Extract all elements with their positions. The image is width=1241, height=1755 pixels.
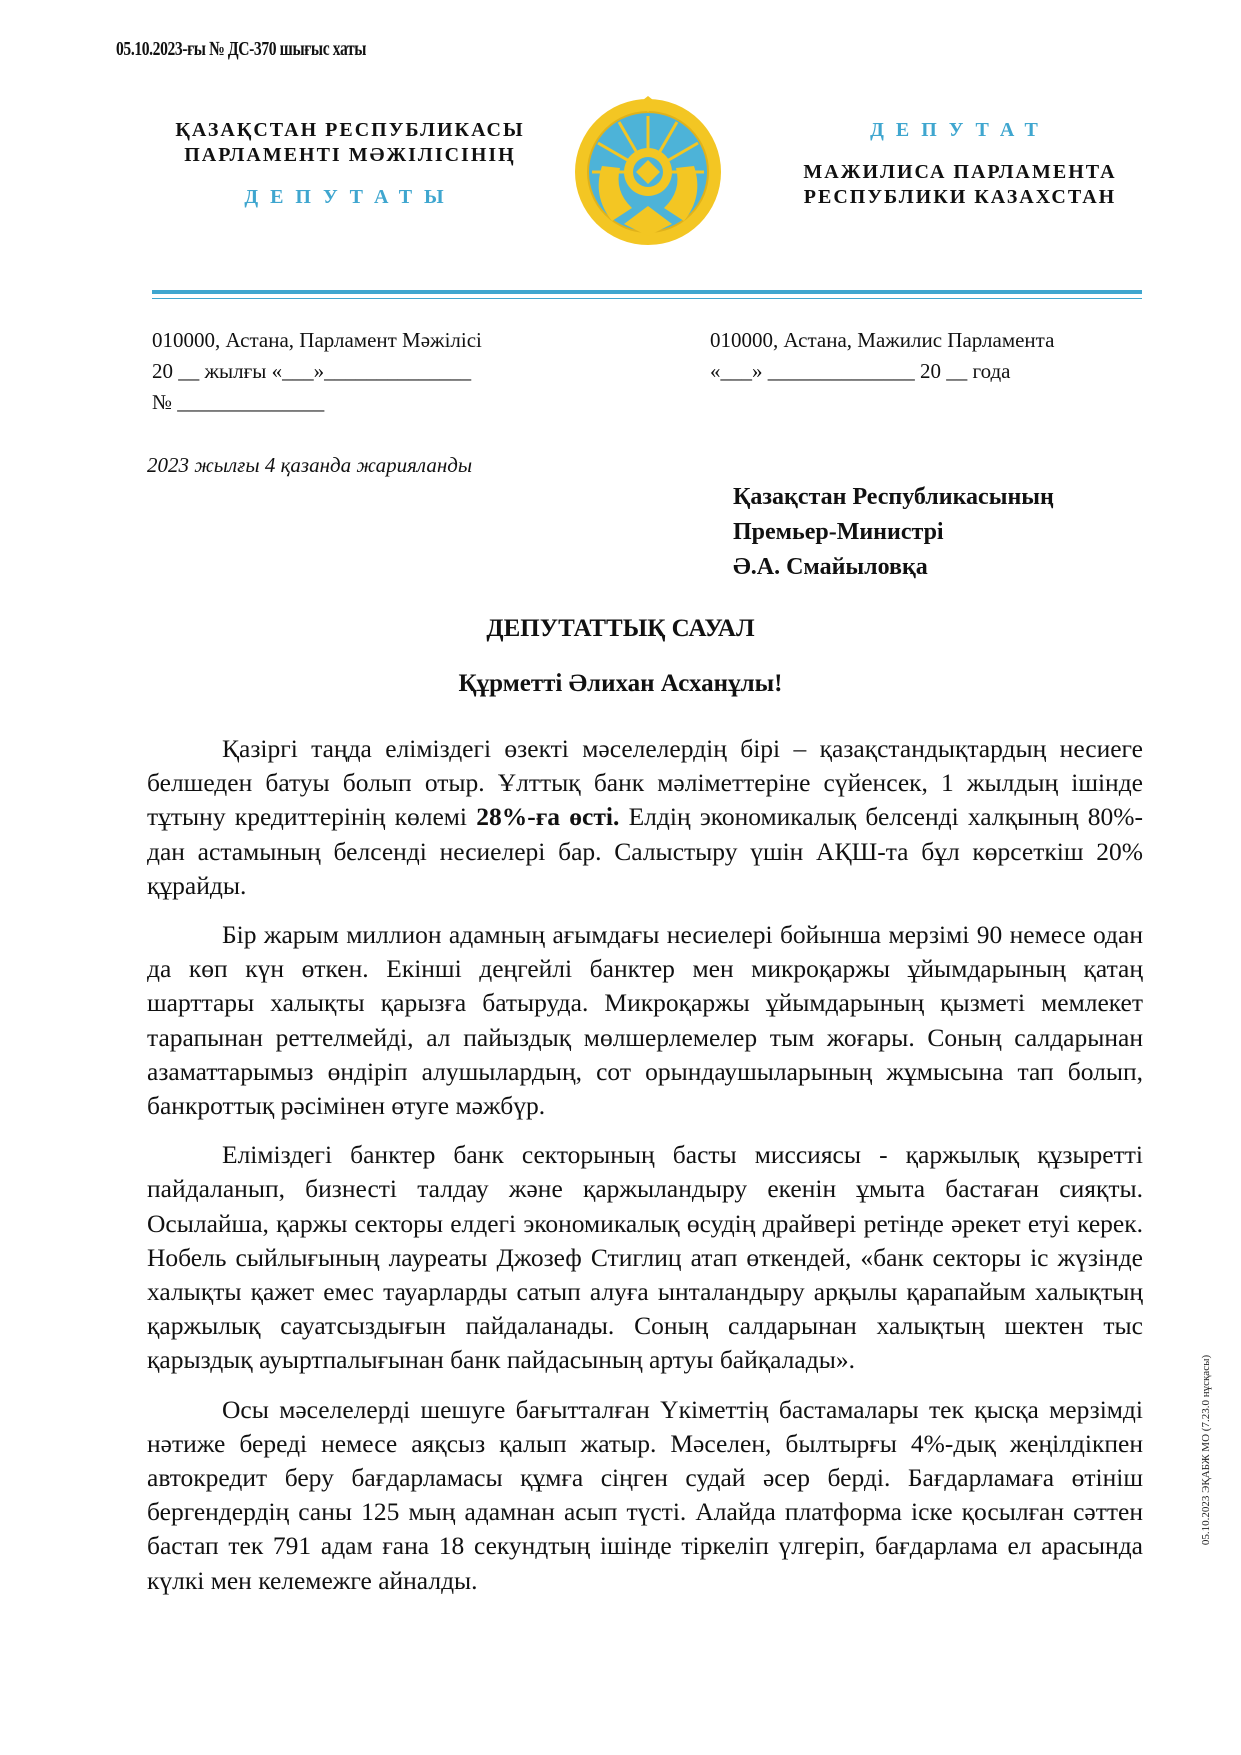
recipient-line1: Қазақстан Республикасының [733, 484, 1054, 510]
address-left-line1: 010000, Астана, Парламент Мәжілісі [152, 328, 482, 352]
outgoing-reference: 05.10.2023-ғы № ДС-370 шығыс хаты [116, 38, 367, 60]
published-note: 2023 жылғы 4 қазанда жарияланды [147, 453, 473, 477]
header-right-deputy: ДЕПУТАТ [870, 119, 1050, 141]
header-divider-thin [152, 298, 1142, 299]
address-right-date-line: «___» ______________ 20 __ года [710, 359, 1011, 383]
address-left [152, 325, 482, 418]
address-right-line1: 010000, Астана, Мажилис Парламента [710, 328, 1055, 352]
header-divider-thick [152, 290, 1142, 294]
recipient-block [733, 480, 1054, 585]
header-left-block [150, 118, 550, 210]
recipient-name: Ә.А. Смайыловқа [733, 554, 928, 580]
paragraph-1-part-b: Елдің экономикалық белсенді халқының 80%-дан астамының белсенді несиелері бар. Салыстыру үшін АҚШ-та бұл көрсеткіш 20% құрайды. [147, 802, 1143, 900]
greeting: Құрметті Әлихан Асханұлы! [458, 670, 783, 697]
address-left-date-line: 20 __ жылғы «___»______________ [152, 359, 472, 383]
header-right-line2: РЕСПУБЛИКИ КАЗАХСТАН [803, 186, 1117, 208]
document-title: ДЕПУТАТТЫҚ САУАЛ [486, 615, 755, 642]
paragraph-1-emphasis: 28%-ға өсті. [476, 802, 620, 832]
header-left-line1: ҚАЗАҚСТАН РЕСПУБЛИКАСЫ [175, 119, 525, 141]
header-right-block [760, 118, 1160, 210]
state-emblem-icon [572, 96, 724, 248]
recipient-line2: Премьер-Министрі [733, 519, 944, 545]
header-right-line1: МАЖИЛИСА ПАРЛАМЕНТА [803, 161, 1117, 183]
paragraph-1 [147, 732, 1143, 903]
header-left-line2: ПАРЛАМЕНТІ МӘЖІЛІСІНІҢ [184, 144, 516, 166]
paragraph-4: Осы мәселелерді шешуге бағытталған Үкіметтің бастамалары тек қысқа мерзімді нәтиже береді немесе аяқсыз қалып жатыр. Мәселен, былтырғы 4%-дық жеңілдікпен автокредит беру бағдарламасы құмға сіңген судай әсер берді. Бағдарламаға өтініш бергендердің саны 125 мың адамнан асып түсті. Алайда платформа іске қосылған сәттен бастап тек 791 адам ғана 18 секундтың ішінде тіркеліп үлгеріп, бағдарлама ел арасында күлкі мен келемежге айналды. [147, 1394, 1143, 1595]
paragraph-2: Бір жарым миллион адамның ағымдағы несиелері бойынша мерзімі 90 немесе одан да көп күн өткен. Екінші деңгейлі банктер мен микроқаржы ұйымдарының қатаң шарттары халықты қарызға батыруда. Микроқаржы ұйымдарының қызметі мемлекет тарапынан реттелмейді, ал пайыздық мөлшерлемелер тым жоғары. Соның салдарынан азаматтарымыз өндіріп алушылардың, сот орындаушыларының жұмысына тап болып, банкроттық рәсімінен өтуге мәжбүр. [147, 920, 1143, 1121]
address-left-number-line: № ______________ [152, 390, 325, 414]
header-left-deputy: ДЕПУТАТЫ [244, 186, 456, 208]
paragraph-1-part-a: Қазіргі таңда еліміздегі өзекті мәселелердің бірі – қазақстандықтардың несиеге белшеден батуы болып отыр. Ұлттық банк мәліметтеріне сүйенсек, 1 жылдың ішінде тұтыну кредиттерінің көлемі [147, 734, 1143, 832]
address-right [710, 325, 1054, 387]
document-body [147, 732, 1143, 1613]
side-registration-stamp: 05.10.2023 ЭҚАБЖ МО (7.23.0 нұсқасы) [1200, 1354, 1212, 1546]
paragraph-3: Еліміздегі банктер банк секторының басты миссиясы - қаржылық құзыретті пайдаланып, бизнесті талдау және қаржыландыру екенін ұмыта бастаған сияқты. Осылайша, қаржы секторы елдегі экономикалық өсудің драйвері ретінде әрекет етуі керек. Нобель сыйлығының лауреаты Джозеф Стиглиц атап өткендей, «банк секторы іс жүзінде халықты қажет емес тауарларды сатып алуға ынталандыру арқылы қарапайым халықтың қаржылық сауатсыздығын пайдаланады. Соның салдарынан халықтың шектен тыс қарыздық ауыртпалығынан банк пайдасының артуы байқалады». [147, 1140, 1143, 1375]
